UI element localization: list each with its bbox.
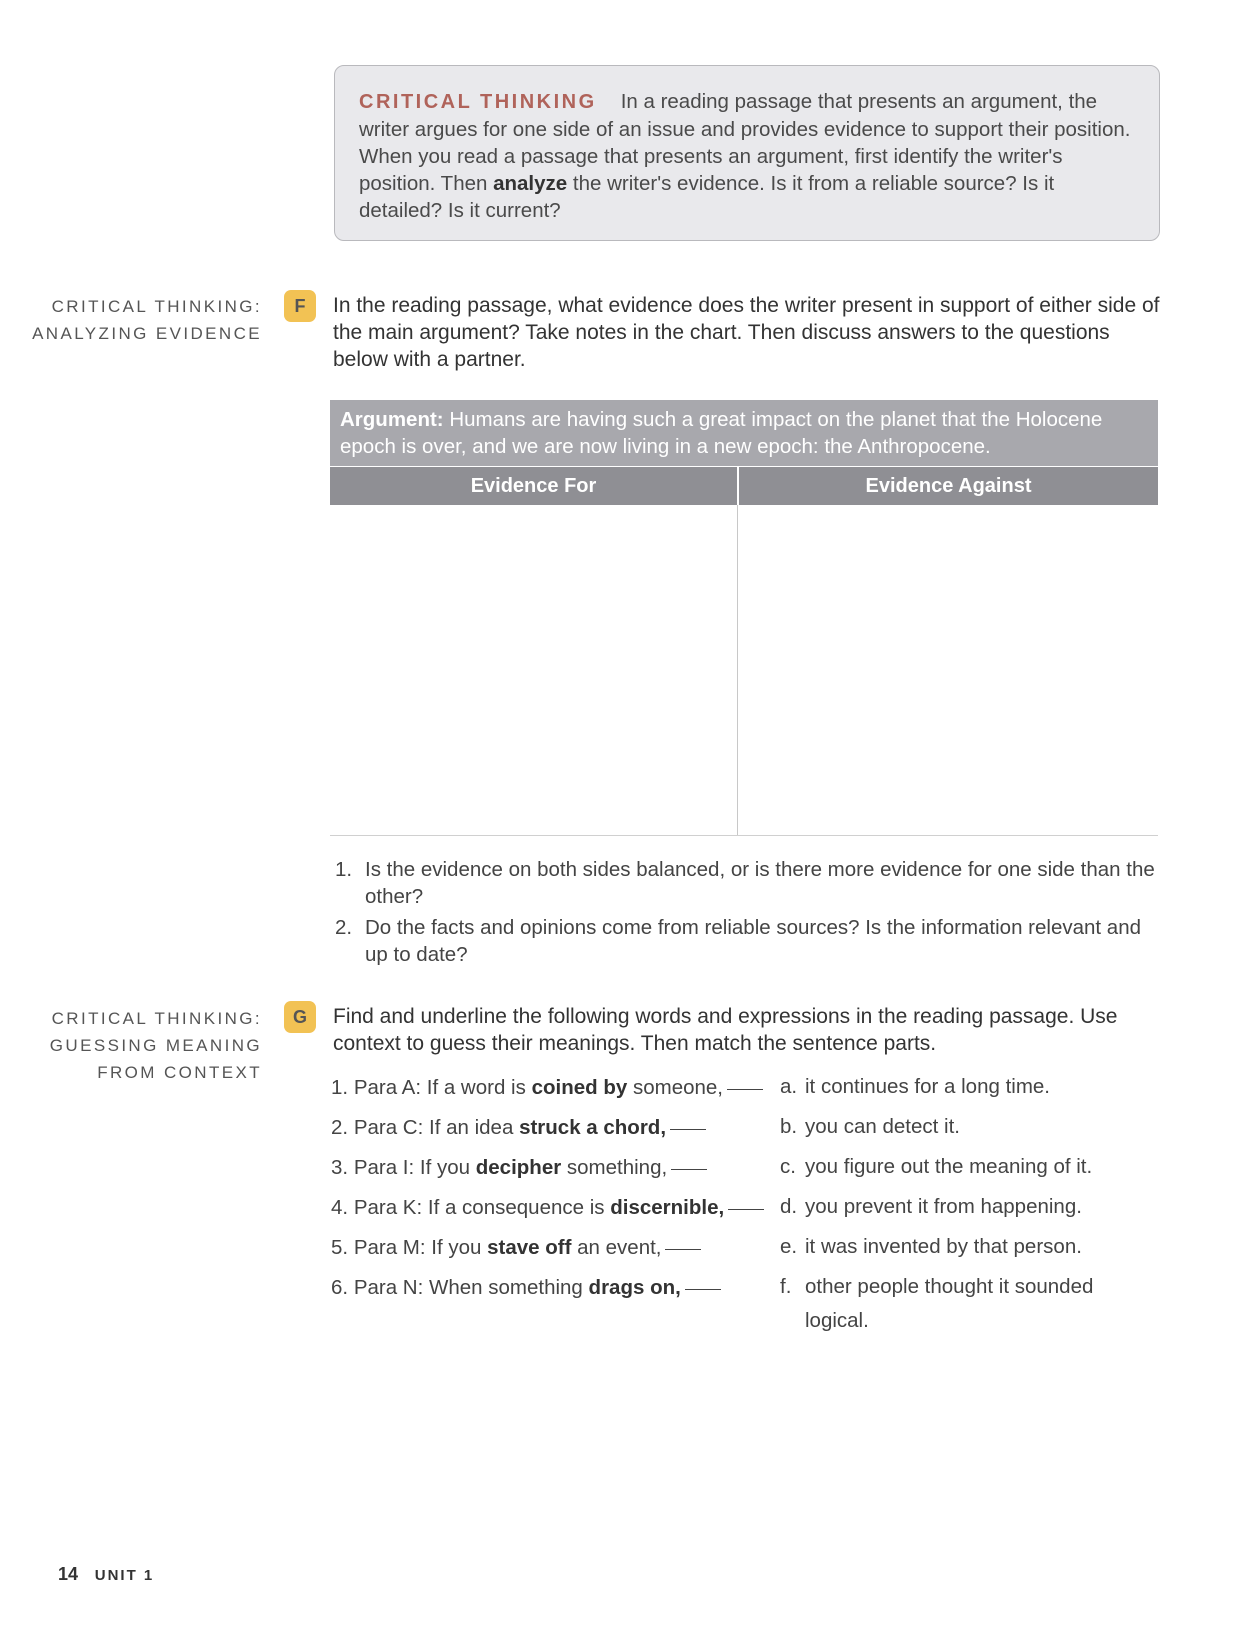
match-item-term: discernible, [610, 1196, 725, 1219]
match-item-number: 3. [331, 1156, 349, 1179]
question-text: Do the facts and opinions come from reliable sources? Is the information relevant and up to date? [365, 916, 1141, 966]
match-item-text: Para I: If you [353, 1156, 471, 1179]
match-item-text: Para K: If a consequence is [353, 1196, 605, 1219]
match-item [331, 1196, 764, 1220]
answer-blank[interactable] [665, 1248, 701, 1250]
section-g-badge: G [284, 1001, 316, 1033]
critical-thinking-title: CRITICAL THINKING [359, 91, 597, 113]
match-item-term: decipher [475, 1156, 562, 1179]
match-item-number: 4. [331, 1196, 349, 1219]
match-item-number: 1. [331, 1076, 349, 1099]
evidence-against-notes-area[interactable] [738, 505, 1158, 835]
answer-blank[interactable] [685, 1288, 721, 1290]
section-f-side-label [32, 293, 262, 347]
match-answer-text: it continues for a long time. [805, 1075, 1050, 1098]
match-item-term: coined by [531, 1076, 628, 1099]
chart-bottom-divider [330, 835, 1158, 836]
critical-thinking-text-2: the writer's evidence. Is it from a reliable source? Is it detailed? Is it current? [359, 172, 1055, 222]
answer-blank[interactable] [728, 1208, 764, 1210]
page-number: 14 [58, 1564, 79, 1584]
side-label-line: GUESSING MEANING [49, 1036, 262, 1055]
match-answer-text: you can detect it. [805, 1115, 960, 1138]
match-answer [780, 1230, 1082, 1264]
match-answer-text: you figure out the meaning of it. [805, 1155, 1093, 1178]
match-item-number: 2. [331, 1116, 349, 1139]
section-f-instruction: In the reading passage, what evidence does the writer present in support of either side of the main argument? Take notes in the chart. Then discuss answers to the questions below with a partner. [333, 294, 1160, 371]
side-label-line: FROM CONTEXT [97, 1063, 262, 1082]
question-number: 2. [335, 916, 353, 939]
page-footer [58, 1564, 154, 1585]
answer-blank[interactable] [670, 1128, 706, 1130]
match-answer-text: other people thought it sounded [805, 1275, 1094, 1298]
match-answer-letter: b. [780, 1115, 798, 1138]
match-answer-letter: c. [780, 1155, 796, 1178]
match-item-text: someone, [632, 1076, 723, 1099]
argument-header [330, 400, 1158, 466]
match-item-text: Para N: When something [353, 1276, 583, 1299]
match-item [331, 1156, 707, 1180]
question-number: 1. [335, 858, 353, 881]
match-item-text: something, [566, 1156, 668, 1179]
match-item-number: 5. [331, 1236, 349, 1259]
match-answer [780, 1110, 960, 1144]
match-item-term: drags on, [588, 1276, 681, 1299]
match-item-text: Para A: If a word is [353, 1076, 526, 1099]
side-label-line: ANALYZING EVIDENCE [32, 324, 262, 343]
match-item-text: Para M: If you [353, 1236, 482, 1259]
match-answer-letter: d. [780, 1195, 798, 1218]
discussion-questions [335, 856, 1165, 972]
match-answer [780, 1190, 1082, 1224]
unit-label: UNIT 1 [94, 1567, 155, 1584]
section-f-badge: F [284, 290, 316, 322]
section-g-instruction: Find and underline the following words and expressions in the reading passage. Use context to guess their meanings. Then match the sentence parts. [333, 1005, 1118, 1055]
match-answer-text: you prevent it from happening. [805, 1195, 1082, 1218]
match-answer [780, 1270, 1093, 1338]
section-g-side-label [50, 1005, 262, 1086]
match-item [331, 1236, 701, 1260]
critical-thinking-text-1: In a reading passage that presents an argument, the writer argues for one side of an issue and provides evidence to support their position. When you read a passage that presents an argument, first identify the writer's position. Then [359, 90, 1131, 195]
match-item-text: Para C: If an idea [353, 1116, 514, 1139]
answer-blank[interactable] [727, 1088, 763, 1090]
match-answer [780, 1150, 1092, 1184]
match-item-text: an event, [577, 1236, 662, 1259]
side-label-line: CRITICAL THINKING: [51, 297, 262, 316]
match-item [331, 1076, 763, 1100]
match-item-number: 6. [331, 1276, 349, 1299]
evidence-against-header: Evidence Against [739, 467, 1158, 505]
question-text: Is the evidence on both sides balanced, or is there more evidence for one side than the other? [365, 858, 1155, 908]
match-item [331, 1116, 706, 1140]
side-label-line: CRITICAL THINKING: [51, 1009, 262, 1028]
match-answer [780, 1070, 1050, 1104]
match-answer-letter: e. [780, 1235, 798, 1258]
argument-text: Humans are having such a great impact on the planet that the Holocene epoch is over, and we are now living in a new epoch: the Anthropocene. [340, 408, 1103, 458]
match-answer-text: it was invented by that person. [805, 1235, 1082, 1258]
question-item [335, 856, 1165, 910]
match-item-term: stave off [487, 1236, 572, 1259]
answer-blank[interactable] [671, 1168, 707, 1170]
critical-thinking-bold-word: analyze [493, 172, 568, 195]
evidence-for-notes-area[interactable] [330, 505, 738, 835]
match-item [331, 1276, 721, 1300]
match-answer-letter: f. [780, 1275, 792, 1298]
match-answer-letter: a. [780, 1075, 798, 1098]
question-item [335, 914, 1165, 968]
evidence-for-header: Evidence For [330, 467, 737, 505]
match-item-term: struck a chord, [519, 1116, 667, 1139]
critical-thinking-box [334, 65, 1160, 241]
argument-label: Argument: [340, 408, 444, 431]
match-answer-text: logical. [805, 1309, 869, 1332]
